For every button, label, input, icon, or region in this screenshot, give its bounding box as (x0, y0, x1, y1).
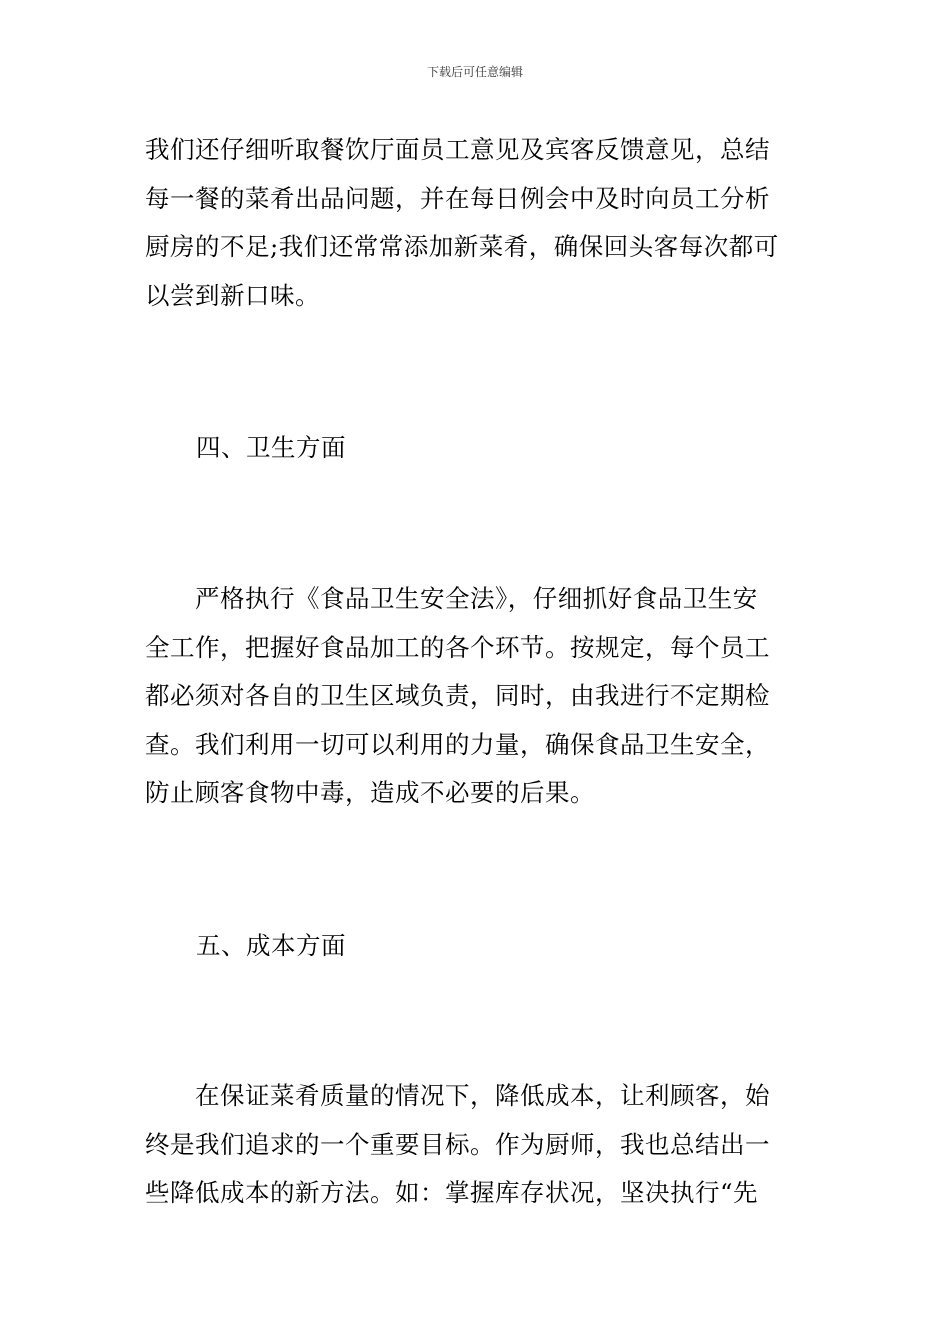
paragraph-line: 防止顾客食物中毒，造成不必要的后果。 (145, 778, 595, 808)
paragraph-line: 严格执行《食品卫生安全法》，仔细抓好食品卫生安 (145, 584, 758, 613)
paragraph-kitchen-feedback (145, 126, 805, 320)
section-heading-cost: 五、成本方面 (196, 931, 346, 960)
paragraph-line: 每一餐的菜肴出品问题，并在每日例会中及时向员工分析 (145, 183, 770, 213)
paragraph-hygiene (145, 575, 805, 818)
paragraph-line: 厨房的不足;我们还常常添加新菜肴，确保回头客每次都可 (145, 232, 779, 262)
paragraph-cost (145, 1072, 805, 1218)
paragraph-line: 我们还仔细听取餐饮厅面员工意见及宾客反馈意见，总结 (145, 135, 770, 164)
paragraph-line: 些降低成本的新方法。如：掌握库存状况，坚决执行“先 (145, 1178, 759, 1208)
paragraph-line: 查。我们利用一切可以利用的力量，确保食品卫生安全， (145, 729, 770, 759)
page-header: 下载后可任意编辑 (426, 65, 523, 79)
section-heading-hygiene: 四、卫生方面 (196, 433, 346, 462)
paragraph-line: 在保证菜肴质量的情况下，降低成本，让利顾客，始 (145, 1081, 770, 1110)
paragraph-line: 终是我们追求的一个重要目标。作为厨师，我也总结出一 (145, 1129, 770, 1159)
paragraph-line: 全工作，把握好食品加工的各个环节。按规定，每个员工 (145, 632, 770, 662)
paragraph-line: 都必须对各自的卫生区域负责，同时，由我进行不定期检 (145, 681, 770, 711)
paragraph-line: 以尝到新口味。 (145, 280, 320, 310)
